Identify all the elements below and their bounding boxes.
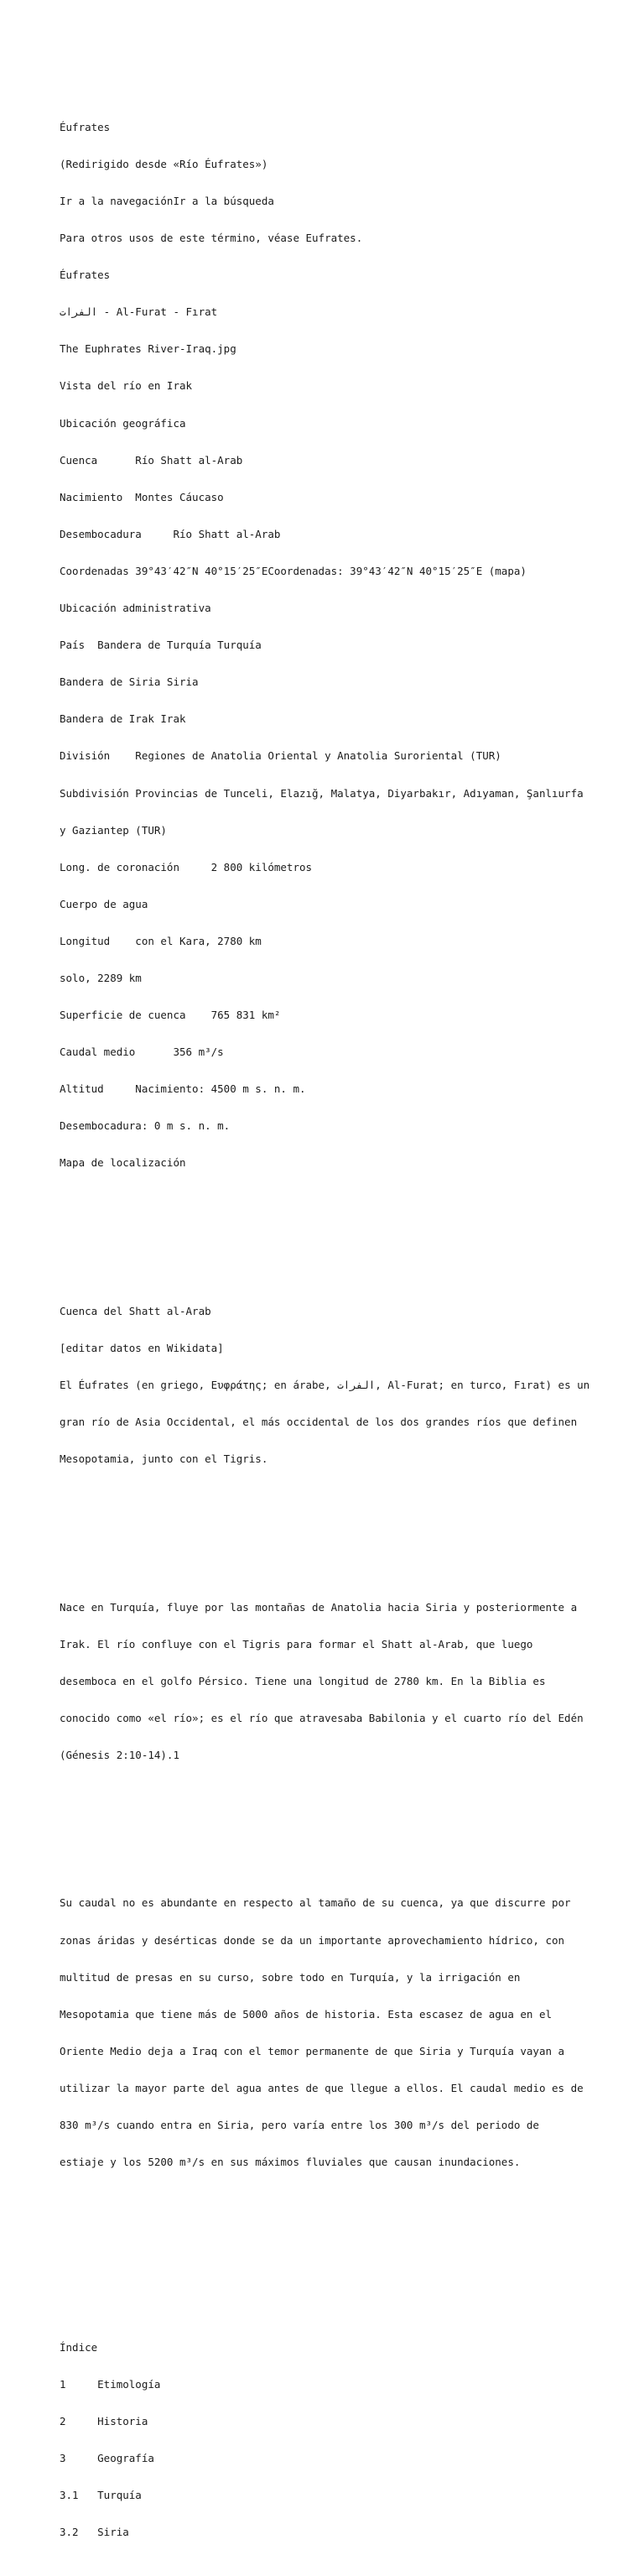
paragraph-line: Oriente Medio deja a Iraq con el temor permanente de que Siria y Turquía vayan a bbox=[60, 2044, 565, 2057]
infobox-row-caudal: Caudal medio 356 m³/s bbox=[60, 1046, 224, 1059]
infobox-names: الفرات - Al-Furat - Fırat bbox=[60, 305, 218, 319]
infobox-section-geo: Ubicación geográfica bbox=[60, 416, 186, 430]
paragraph-line: (Génesis 2:10-14).1 bbox=[60, 1749, 179, 1761]
paragraph-line: conocido como «el río»; es el río que atravesaba Babilonia y el cuarto río del Edén bbox=[60, 1711, 584, 1724]
paragraph-line: Mesopotamia que tiene más de 5000 años de historia. Esta escasez de agua en el bbox=[60, 2007, 552, 2021]
paragraph-line: utilizar la mayor parte del agua antes de que llegue a ellos. El caudal medio es de bbox=[60, 2081, 584, 2094]
toc-item[interactable]: 3.2 Siria bbox=[60, 2526, 129, 2539]
toc-item[interactable]: 2 Historia bbox=[60, 2414, 148, 2427]
infobox-row-pais-siria: Bandera de Siria Siria bbox=[60, 675, 199, 689]
intro-block bbox=[60, 1280, 588, 1490]
infobox-image-caption: Vista del río en Irak bbox=[60, 379, 193, 393]
spacer bbox=[60, 1823, 588, 1836]
infobox-row-longitud: Longitud con el Kara, 2780 km bbox=[60, 934, 262, 947]
toc-item[interactable]: 3 Geografía bbox=[60, 2451, 154, 2464]
infobox-image-filename[interactable]: The Euphrates River-Iraq.jpg bbox=[60, 342, 236, 356]
paragraph-line: estiaje y los 5200 m³/s en sus máximos fluviales que causan inundaciones. bbox=[60, 2156, 521, 2169]
toc-title: Índice bbox=[60, 2340, 98, 2354]
skip-links[interactable]: Ir a la navegaciónIr a la búsqueda bbox=[60, 195, 274, 207]
infobox-title: Éufrates bbox=[60, 269, 111, 282]
redirect-note: (Redirigido desde «Río Éufrates») bbox=[60, 157, 268, 170]
infobox-row-pais-irak: Bandera de Irak Irak bbox=[60, 712, 186, 726]
toc-item[interactable]: 3.1 Turquía bbox=[60, 2488, 142, 2501]
infobox-row-nacimiento: Nacimiento Montes Cáucaso bbox=[60, 490, 224, 503]
infobox-row-longitud-coronacion: Long. de coronación 2 800 kilómetros bbox=[60, 860, 313, 873]
intro-line: El Éufrates (en griego, Ευφράτης; en árabe, الفرات, Al-Furat; en turco, Fırat) es un bbox=[60, 1379, 590, 1392]
map-caption: Cuenca del Shatt al-Arab bbox=[60, 1304, 211, 1317]
paragraph-line: Su caudal no es abundante en respecto al tamaño de su cuenca, ya que discurre por bbox=[60, 1896, 571, 1910]
spacer bbox=[60, 2267, 588, 2280]
article-title: Éufrates bbox=[60, 120, 111, 133]
infobox-row-coordenadas[interactable]: Coordenadas 39°43′42″N 40°15′25″ECoordenadas: 39°43′42″N 40°15′25″E (mapa) bbox=[60, 564, 527, 577]
document-page bbox=[60, 72, 588, 2576]
infobox-row-subdivision: Subdivisión Provincias de Tunceli, Elazığ, Malatya, Diyarbakır, Adıyaman, Şanlıurfa bbox=[60, 786, 584, 800]
infobox-row-longitud-solo: solo, 2289 km bbox=[60, 971, 142, 984]
intro-line: Mesopotamia, junto con el Tigris. bbox=[60, 1452, 268, 1466]
infobox-row-division: División Regiones de Anatolia Oriental y Anatolia Suroriental (TUR) bbox=[60, 749, 501, 763]
infobox-map-label: Mapa de localización bbox=[60, 1156, 186, 1170]
infobox-row-desembocadura: Desembocadura Río Shatt al-Arab bbox=[60, 527, 281, 540]
disambiguation-note[interactable]: Para otros usos de este término, véase Eufrates. bbox=[60, 232, 363, 245]
paragraph-line: desemboca en el golfo Pérsico. Tiene una longitud de 2780 km. En la Biblia es bbox=[60, 1674, 546, 1687]
paragraph-flow bbox=[60, 1873, 588, 2193]
table-of-contents bbox=[60, 2317, 588, 2563]
infobox-row-altitud-desembocadura: Desembocadura: 0 m s. n. m. bbox=[60, 1119, 231, 1133]
toc-item[interactable]: 1 Etimología bbox=[60, 2377, 161, 2391]
spacer bbox=[60, 1232, 588, 1244]
infobox-row-pais: País Bandera de Turquía Turquía bbox=[60, 639, 262, 652]
paragraph-origin bbox=[60, 1577, 588, 1786]
paragraph-line: zonas áridas y desérticas donde se da un importante aprovechamiento hídrico, con bbox=[60, 1933, 565, 1947]
infobox-section-agua: Cuerpo de agua bbox=[60, 897, 148, 910]
intro-line: gran río de Asia Occidental, el más occidental de los dos grandes ríos que definen bbox=[60, 1416, 578, 1429]
infobox-row-subdivision-cont: y Gaziantep (TUR) bbox=[60, 823, 167, 837]
spacer bbox=[60, 1527, 588, 1540]
infobox-block bbox=[60, 96, 588, 1194]
wikidata-edit-link[interactable]: [editar datos en Wikidata] bbox=[60, 1341, 224, 1354]
infobox-row-superficie: Superficie de cuenca 765 831 km² bbox=[60, 1009, 281, 1022]
paragraph-line: Irak. El río confluye con el Tigris para formar el Shatt al-Arab, que luego bbox=[60, 1637, 533, 1650]
spacer bbox=[60, 2230, 588, 2243]
paragraph-line: multitud de presas en su curso, sobre todo en Turquía, y la irrigación en bbox=[60, 1970, 521, 1984]
infobox-row-altitud: Altitud Nacimiento: 4500 m s. n. m. bbox=[60, 1082, 306, 1096]
paragraph-line: 830 m³/s cuando entra en Siria, pero varía entre los 300 m³/s del periodo de bbox=[60, 2118, 539, 2131]
paragraph-line: Nace en Turquía, fluye por las montañas de Anatolia hacia Siria y posteriormente a bbox=[60, 1600, 578, 1614]
infobox-row-cuenca: Cuenca Río Shatt al-Arab bbox=[60, 453, 243, 467]
infobox-section-admin: Ubicación administrativa bbox=[60, 602, 211, 615]
